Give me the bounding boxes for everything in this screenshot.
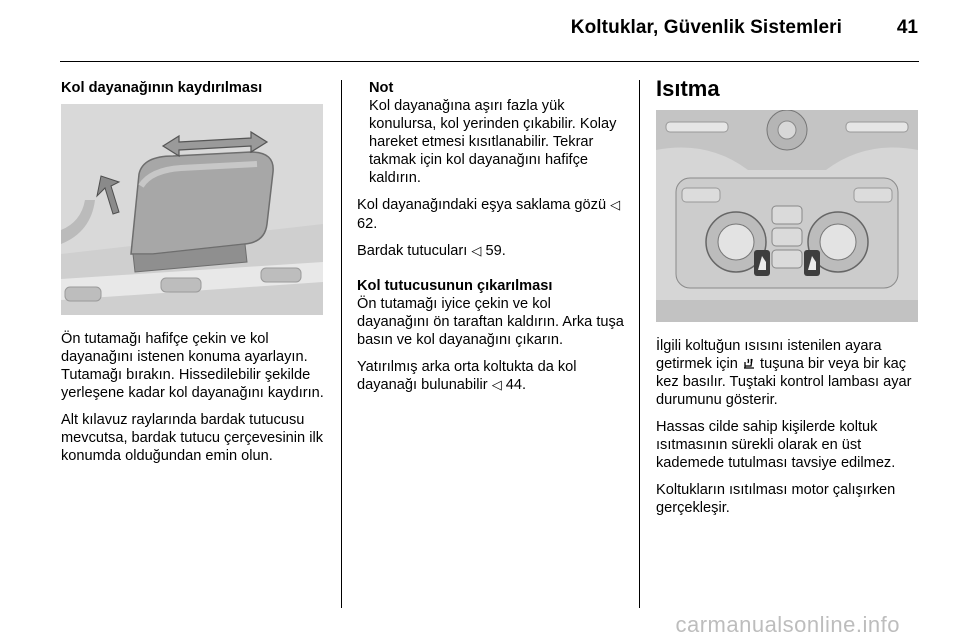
section-heading-armrest-removal: Kol tutucusunun çıkarılması (357, 278, 553, 294)
right-column-body (656, 337, 924, 526)
paragraph-cupholder-note: Alt kılavuz raylarında bardak tutucusu mevcutsa, bardak tutucu çerçevesinin ilk konumda olduğundan emin olun. (61, 412, 323, 464)
column-divider-2 (639, 80, 640, 608)
ref-arrow-icon: ◁ (491, 378, 502, 393)
header-rule (60, 61, 919, 62)
seat-heat-icon (742, 356, 756, 370)
paragraph-cupholders: Bardak tutucuları ◁ 59. (357, 243, 506, 259)
ref-arrow-icon: ◁ (610, 198, 621, 213)
section-heading-heating: Isıtma (656, 76, 720, 101)
armrest-illustration (61, 104, 323, 315)
cupholders-text: Bardak tutucuları (357, 243, 468, 259)
note-box (357, 79, 627, 187)
ref-arrow-icon: ◁ (471, 244, 482, 259)
note-title: Not (369, 80, 394, 96)
header-title: Koltuklar, Güvenlik Sistemleri (570, 17, 842, 38)
paragraph-armrest-adjust: Ön tutamağı hafifçe çekin ve kol dayanağını istenen konuma ayarlayın. Tutamağı bırakın. Hissedilebilir şekilde yerleşene kadar kol dayanağını kaydırın. (61, 331, 324, 401)
paragraph-sensitive-skin: Hassas cilde sahip kişilerde koltuk ısıtmasının sürekli olarak en üst kademede tutulması tavsiye edilmez. (656, 419, 896, 471)
paragraph-armrest-removal: Ön tutamağı iyice çekin ve kol dayanağını ön taraftan kaldırın. Arka tuşa basın ve kol dayanağını çıkarın. (357, 296, 624, 348)
climate-control-illustration (656, 110, 918, 322)
seat-heat-text-b: tuşuna bir veya bir kaç kez basılır. Tuştaki kontrol lambası ayar durumunu gösterir. (656, 356, 912, 408)
storage-text: Kol dayanağındaki eşya saklama gözü (357, 197, 607, 213)
climate-panel-drawing (656, 110, 918, 322)
paragraph-seat-heat-button (656, 337, 924, 409)
armrest-drawing (61, 104, 323, 315)
paragraph-storage: Kol dayanağındaki eşya saklama gözü ◁ 62. (357, 197, 621, 232)
paragraph-rear-armrest: Yatırılmış arka orta koltukta da kol dayanağı bulunabilir ◁ 44. (357, 359, 577, 393)
cupholders-page-ref[interactable]: 59 (485, 243, 502, 259)
right-column (656, 76, 920, 102)
rear-armrest-text: Yatırılmış arka orta koltukta da kol dayanağı bulunabilir (357, 359, 577, 393)
paragraph-engine-running: Koltukların ısıtılması motor çalışırken gerçekleşir. (656, 482, 896, 516)
storage-page-ref[interactable]: 62 (357, 216, 374, 232)
seat-heat-text-a: İlgili koltuğun ısısını istenilen ayara getirmek için (656, 338, 882, 372)
section-heading-armrest-slide: Kol dayanağının kaydırılması (61, 80, 263, 96)
rear-armrest-page-ref[interactable]: 44 (505, 377, 522, 393)
note-text: Kol dayanağına aşırı fazla yük konulursa, kol yerinden çıkabilir. Kolay hareket etmesi kısıtlanabilir. Tekrar takmak için kol dayanağını hafifçe kaldırın. (369, 98, 617, 186)
watermark: carmanualsonline.info (675, 612, 900, 637)
left-column-body (61, 330, 329, 474)
middle-column (357, 79, 627, 404)
page-number: 41 (896, 17, 918, 38)
left-column (61, 79, 327, 97)
column-divider-1 (341, 80, 342, 608)
